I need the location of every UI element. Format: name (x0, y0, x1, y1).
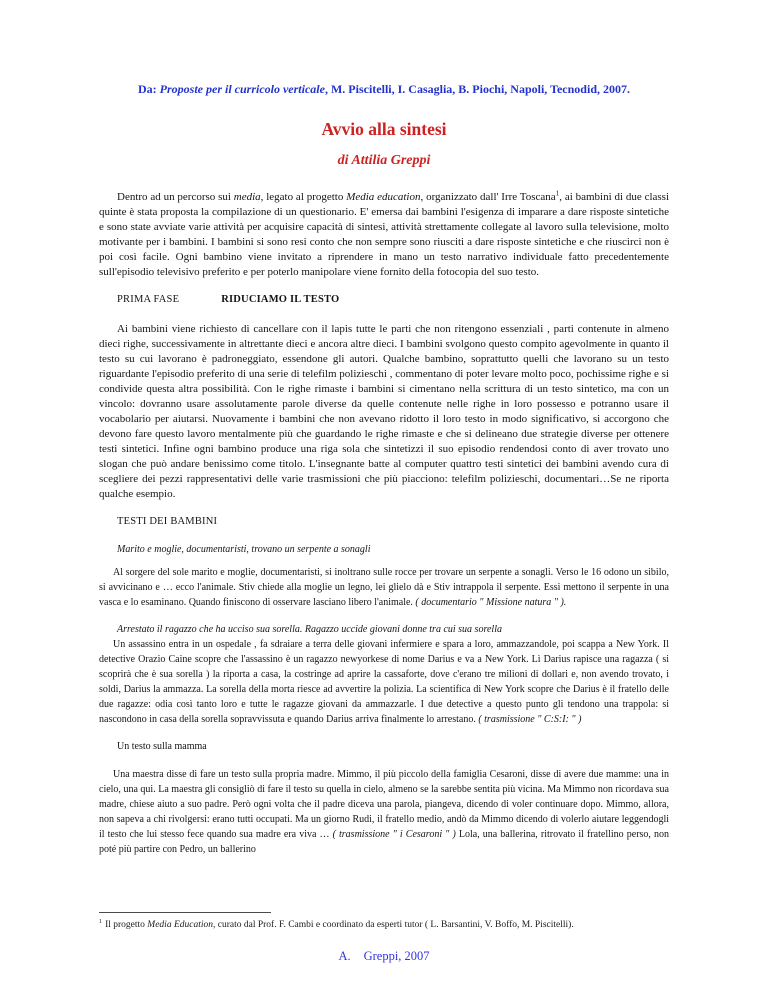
text-segment: Il progetto (105, 920, 148, 930)
text-segment: Media education (346, 191, 421, 203)
text-segment: , organizzato dall' Irre Toscana (420, 191, 556, 203)
text-segment: Marito e moglie, documentaristi, trovano un serpente a sonagli (117, 544, 371, 555)
whitespace-spacer (99, 870, 669, 912)
text-segment: ( trasmissione " i Cesaroni " ) (332, 829, 459, 840)
source-citation (99, 82, 669, 97)
footer-area (99, 912, 669, 964)
text-segment: Arrestato il ragazzo che ha ucciso sua sorella. Ragazzo uccide giovani donne tra cui sua sorella (117, 624, 502, 635)
text-segment: Media Education (147, 920, 213, 930)
heading-serpente (99, 543, 669, 557)
text-segment: Un testo sulla mamma (117, 741, 207, 752)
footnote-divider (99, 912, 271, 913)
paragraph-intro (99, 190, 669, 280)
text-segment: RIDUCIAMO IL TESTO (221, 294, 340, 305)
heading-sorella (99, 623, 669, 637)
text-segment: Da: (137, 82, 160, 96)
text-segment: PRIMA FASE (117, 294, 180, 305)
footnote-ref: 1 (555, 189, 560, 198)
heading-mamma (99, 740, 669, 754)
paragraph-riduciamo (99, 322, 669, 502)
text-segment: , ai bambini di due classi quinte è stata proposta la compilazione di un questionario. E' emersa dai bambini l'esigenza di imparare a dare risposte sintetiche e sono state avviate varie attività per acquisire capacità di sintesi, attività strettamente collegate al lavoro sulla televisione, molto motivante per i bambini. I bambini si sono resi conto che non sempre sono riusciti a dare risposte sintetiche e che riuscirci non è poi così facile. Ogni bambino viene invitato a riprendere in mano un testo narrativo individuale fatto precedentemente sull'episodio televisivo preferito e per poterlo manipolare viene fornito della fotocopia del suo testo. (99, 191, 670, 278)
footnote (99, 919, 669, 932)
text-segment: , M. Piscitelli, I. Casaglia, B. Piochi, Napoli, Tecnodid, 2007. (324, 82, 630, 96)
text-segment: media (233, 191, 261, 203)
paragraph-mamma (99, 767, 669, 857)
text-segment: Greppi, 2007 (363, 949, 430, 963)
text-segment: Proposte per il curricolo verticale (159, 82, 325, 96)
text-segment: Un assassino entra in un ospedale , fa sdraiare a terra delle giovani infermiere e spara a loro, ammazzandole, poi scappa a New York. Il detective Orazio Caine scopre che l'assassino è un ragazzo newyorkese di nome Darius e va a New York. Lì Darius rapisce una ragazza ( si scoprirà che è sua sorella ) la riporta a casa, la costringe ad aprire la cassaforte, dove c'erano tre milioni di dollari e, non avendo trovato, i soldi, Darius la ammazza. La sorella della morta riesce ad avvertire la polizia. La scientifica di New York scopre che Darius è il fratello delle due ragazze: odia così tanto loro e tutte le ragazze giovani da ammazzarle. I due detective a questo punto gli tendono una trappola: si nascondono in casa della sorella sopravvissuta e quando Darius arriva finalmente lo arrestano. (99, 639, 669, 725)
label-testi-dei-bambini (99, 515, 669, 529)
text-segment: , curato dal Prof. F. Cambi e coordinato da esperti tutor ( L. Barsantini, V. Boffo, M. Piscitelli). (213, 920, 574, 930)
paragraph-serpente (99, 565, 669, 610)
page-title: Avvio alla sintesi (321, 119, 447, 139)
byline: di Attilia Greppi (337, 153, 431, 168)
text-segment: Una maestra disse di fare un testo sulla propria madre. Mimmo, il più piccolo della famiglia Cesaroni, disse di avere due mamme: una in cielo, una qui. La maestra gli consigliò di fare il testo su quella in cielo, almeno se la sarebbe sentita più vicina. Ma Mimmo non ricordava sua madre, chiese aiuto a suo padre. Però ogni volta che il padre diceva una parola, piangeva, dicendo di voler continuare dopo. Mimmo, allora, non sapeva a chi rivolgersi: erano tutti occupati. Ma un giorno Rudi, il fratello medio, andò da Mimmo dicendo di volerlo aiutare leggendogli il testo che lui stesso fece quando sua madre era viva … (99, 769, 669, 840)
text-segment: TESTI DEI BAMBINI (117, 516, 218, 527)
text-segment: Dentro ad un percorso sui (117, 191, 234, 203)
text-segment: ( documentario " Missione natura " ). (415, 597, 567, 608)
phase-heading (99, 293, 669, 307)
footnote-text (105, 920, 574, 930)
text-segment: , legato al progetto (260, 191, 347, 203)
credit-line (99, 949, 669, 964)
paragraph-csi (99, 637, 669, 727)
footnote-marker: 1 (99, 918, 103, 925)
text-segment: Ai bambini viene richiesto di cancellare con il lapis tutte le parti che non ritengono essenziali , parti contenute in almeno dieci righe, successivamente in altrettante dieci e ancora altre dieci. I bambini svolgono questo compito agevolmente in quanto il testo su cui lavorano è padroneggiato, essendone gli autori. Qualche bambino, soprattutto quelli che lavorano su un testo riguardante l'episodio preferito di una serie di telefilm polizieschi , commentano di poter levare molto poco, pochissime righe e si condivide questa altra possibilità. Con le righe rimaste i bambini si cimentano nella scrittura di un testo sintetico, ma con un vincolo: dovranno usare assolutamente parole diverse da quelle contenute nelle righe in loro possesso e potranno usare il vocabolario per aiutarsi. Nuovamente i bambini che non avevano ridotto il loro testo in modo significativo, si accorgono che devono fare questo lavoro mentalmente più che guardando le righe rimaste e che si delineano due strategie diverse per ottenere testi sintetici. Infine ogni bambino produce una riga sola che sintetizzi il suo episodio rendendosi conto di aver trovato uno slogan che può andare benissimo come titolo. L'insegnante batte al computer quattro testi sintetici dei bambini avendo cura di scegliere dei pezzi rappresentativi delle varie trasmissioni che più piacciono: telefilm polizieschi, documentari…Se ne riporta qualche esempio. (99, 323, 669, 500)
document-body (99, 190, 669, 870)
text-segment: Al sorgere del sole marito e moglie, documentaristi, si inoltrano sulle rocce per trovare un serpente a sonagli. Verso le 16 odono un sibilo, si avvicinano e … ecco l'animale. Stiv chiede alla moglie un legno, lei glielo dà e Stiv intrappola il serpente. Essi mettono il serpente in una vasca e lo esaminano. Quando finiscono di osservare lasciano libero l'animale. (99, 567, 669, 608)
text-segment: ( trasmissione " C:S:I: " ) (478, 714, 582, 725)
text-segment: A. (338, 949, 351, 963)
text-segment: Lola, una ballerina, ritrovato il fratellino perso, non poté più partire con Pedro, un ballerino (99, 829, 670, 855)
